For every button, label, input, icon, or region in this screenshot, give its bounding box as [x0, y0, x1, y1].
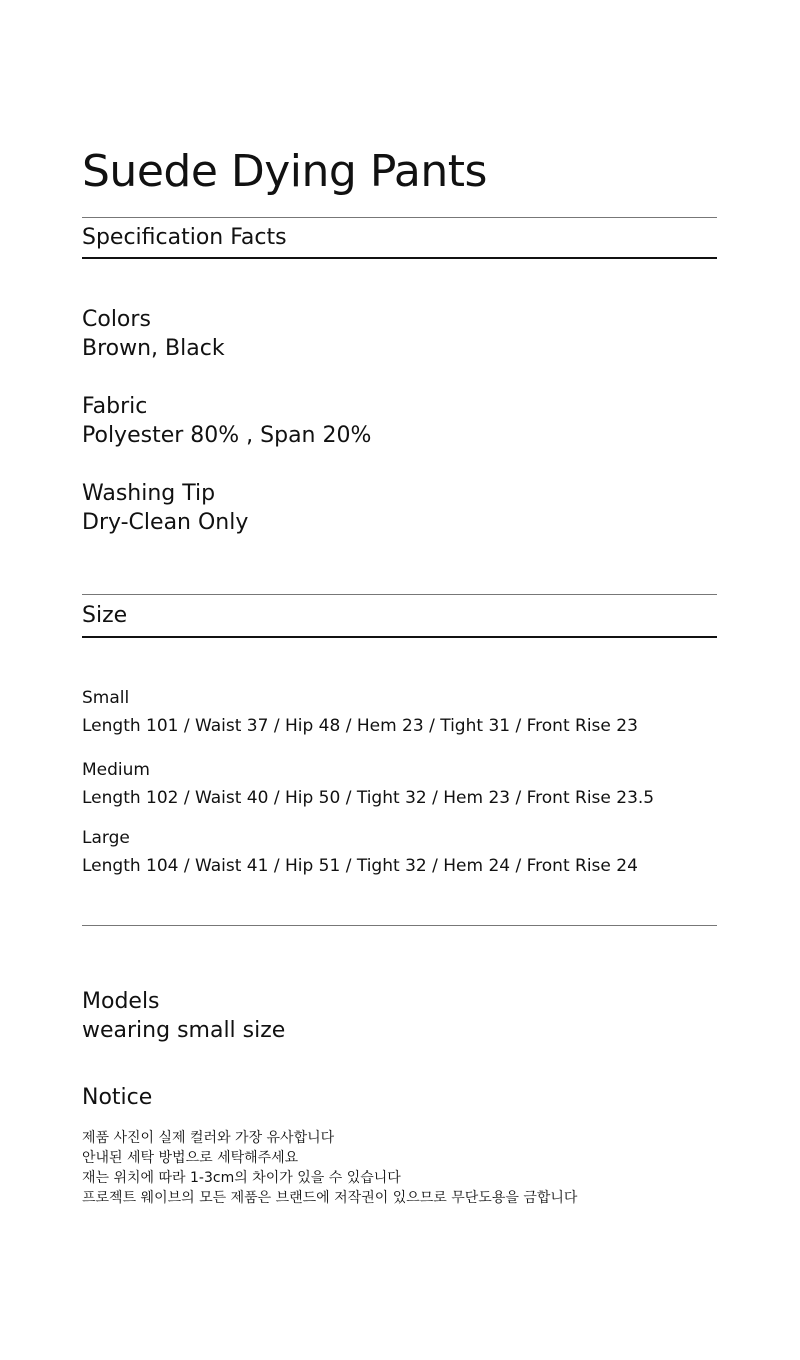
- product-title: Suede Dying Pants: [82, 146, 487, 197]
- notice-line: 재는 위치에 따라 1-3cm의 차이가 있을 수 있습니다: [82, 1170, 401, 1186]
- size-heading: Size: [82, 603, 128, 628]
- colors-value: Brown, Black: [82, 336, 225, 361]
- fabric-value: Polyester 80% , Span 20%: [82, 423, 372, 448]
- size-large-detail: Length 104 / Waist 41 / Hip 51 / Tight 32 / Hem 24 / Front Rise 24: [82, 856, 638, 876]
- size-medium-name: Medium: [82, 760, 150, 780]
- notice-line: 프로젝트 웨이브의 모든 제품은 브랜드에 저작권이 있으므로 무단도용을 금합니다: [82, 1190, 578, 1206]
- size-bottom-divider: [82, 636, 717, 638]
- notice-label: Notice: [82, 1085, 153, 1110]
- models-label: Models: [82, 989, 160, 1014]
- notice-line: 제품 사진이 실제 컬러와 가장 유사합니다: [82, 1130, 335, 1146]
- size-large-name: Large: [82, 828, 130, 848]
- models-value: wearing small size: [82, 1018, 286, 1043]
- colors-label: Colors: [82, 307, 151, 332]
- size-small-name: Small: [82, 688, 130, 708]
- size-medium-detail: Length 102 / Waist 40 / Hip 50 / Tight 32 / Hem 23 / Front Rise 23.5: [82, 788, 655, 808]
- washing-tip-label: Washing Tip: [82, 481, 216, 506]
- size-top-divider: [82, 594, 717, 595]
- notice-line: 안내된 세탁 방법으로 세탁해주세요: [82, 1150, 299, 1166]
- fabric-label: Fabric: [82, 394, 148, 419]
- size-small-detail: Length 101 / Waist 37 / Hip 48 / Hem 23 / Tight 31 / Front Rise 23: [82, 716, 638, 736]
- spec-top-divider: [82, 217, 717, 218]
- size-end-divider: [82, 925, 717, 926]
- washing-tip-value: Dry-Clean Only: [82, 510, 249, 535]
- spec-heading: Specification Facts: [82, 225, 287, 250]
- spec-bottom-divider: [82, 257, 717, 259]
